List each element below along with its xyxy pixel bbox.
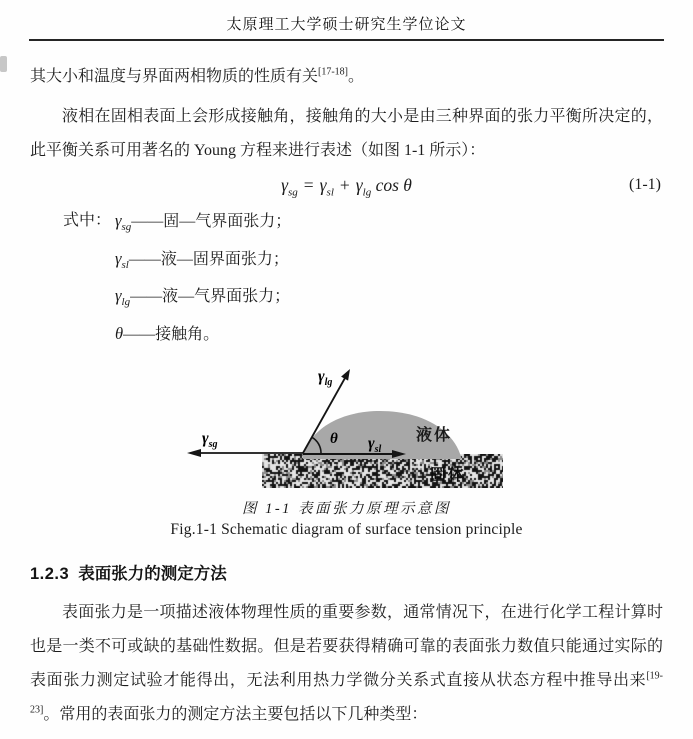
- eq-gamma-sg-sub: sg: [287, 186, 298, 199]
- symbol-definitions: [30, 203, 663, 353]
- citation-ref-17-18: [17-18]: [318, 66, 349, 78]
- eq-gamma-sg: γ: [281, 175, 288, 195]
- eq-gamma-sl-sub: sl: [326, 186, 334, 199]
- gamma-sl-label: $\gamma_{sl}$: [368, 435, 382, 455]
- gamma-sg-arrowhead: [187, 449, 201, 457]
- scan-artifact: [0, 56, 7, 72]
- surface-tension-diagram: [30, 359, 663, 495]
- gamma-sg-label: $\gamma_{sg}$: [202, 430, 218, 450]
- symbol-theta: θ: [115, 323, 124, 343]
- page-content: [0, 60, 693, 732]
- symbol-gamma-sl: $\gamma_{sl}$: [115, 248, 129, 271]
- definition-dash: ——: [123, 325, 156, 343]
- eq-gamma-lg: γ: [355, 175, 363, 195]
- gamma-lg-label: $\gamma_{lg}$: [318, 368, 333, 388]
- section-heading-1-2-3: [30, 560, 663, 584]
- definition-desc: 液—气界面张力；: [162, 288, 291, 305]
- section-number: 1.2.3: [30, 565, 70, 583]
- eq-equals: =: [303, 175, 314, 195]
- definition-gamma-sg: [30, 203, 663, 241]
- paragraph-3: [30, 596, 663, 732]
- definition-desc: 液—固界面张力；: [160, 250, 289, 268]
- definition-dash: ——: [131, 213, 164, 230]
- theta-label: θ: [330, 431, 338, 447]
- paragraph-2: 液相在固相表面上会形成接触角，接触角的大小是由三种界面的张力平衡所决定的，此平衡关系可用著名的 Young 方程来进行表述（如图 1-1 所示）：: [30, 108, 663, 159]
- figure-caption-en: Fig.1-1 Schematic diagram of surface tension principle: [170, 521, 523, 538]
- section-title: 表面张力的测定方法: [78, 565, 227, 583]
- definition-desc: 接触角。: [155, 325, 220, 343]
- eq-gamma-sl: γ: [319, 175, 327, 195]
- figure-caption-zh: 图 1-1 表面张力原理示意图: [241, 501, 452, 517]
- definition-gamma-sl: [30, 241, 663, 279]
- definition-gamma-lg: [30, 278, 663, 316]
- paragraph-1: [30, 60, 663, 94]
- citation-ref-19-23: [19-23]: [30, 670, 663, 716]
- liquid-label: 液体: [416, 427, 453, 444]
- definition-desc: 固—气界面张力；: [163, 213, 292, 230]
- paragraph-3-text-1: 表面张力是一项描述液体物理性质的重要参数，通常情况下，在进行化学工程计算时也是一类不可或缺的基础性数据。但是若要获得精确可靠的表面张力数值只能通过实际的表面张力测定试验才能得出，无法利用热力学微分关系式直接从状态方程中推导出来: [30, 604, 663, 689]
- paragraph-3-text-2: 。常用的表面张力的测定方法主要包括以下几种类型：: [43, 706, 428, 723]
- eq-plus: +: [339, 175, 350, 195]
- page-header: [29, 0, 664, 41]
- equation-number: (1-1): [629, 176, 661, 193]
- solid-label: 固体: [430, 467, 467, 484]
- paragraph-1-text: 其大小和温度与界面两相物质的性质有关: [30, 68, 319, 85]
- eq-cos-theta: cos θ: [375, 175, 412, 195]
- eq-gamma-lg-sub: lg: [362, 186, 372, 199]
- symbol-gamma-sg: $\gamma_{sg}$: [115, 211, 132, 234]
- definitions-label: 式中：: [63, 212, 112, 229]
- symbol-gamma-lg: $\gamma_{lg}$: [115, 286, 131, 309]
- equation-row: [30, 168, 663, 202]
- header-title: 太原理工大学硕士研究生学位论文: [226, 17, 467, 33]
- paragraph-1-period: 。: [348, 68, 365, 85]
- figure-1-1: [30, 359, 663, 495]
- definition-dash: ——: [128, 250, 161, 268]
- definition-dash: ——: [130, 288, 163, 305]
- gamma-lg-arrowhead: [341, 369, 350, 381]
- definition-theta: [30, 316, 663, 354]
- young-equation: [281, 175, 412, 199]
